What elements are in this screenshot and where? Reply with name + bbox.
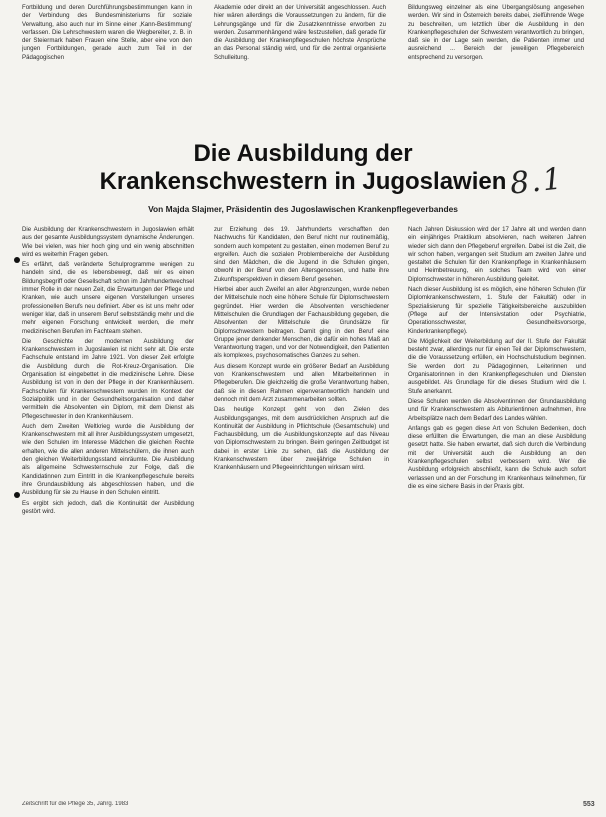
paragraph: Die Geschichte der modernen Ausbildung der Krankenschwestern in Jugoslawien ist nicht sehr alt. Die erste Fachschule entstand im Jahre 1921. Von dieser Zeit erfolgte die Ausbildung durch die Rot-Kreuz-Organisation. Die Organisation ist eingebettet in die medizinische Lehre. Diese Ausbildung ist von in den der Pflege in der Krankenhäusern. Fachschulen für Krankenschwestern wurden im Kontext der Sozialpolitik und in der Gesundheitsorganisation und daher vermitteln die Absolventen ein Diplom, mit dem Dienst als Pflegeschwester in den Krankenhäusern. xyxy=(22,337,194,420)
paragraph: Diese Schulen werden die Absolventinnen der Grundausbildung und für Krankenschwestern als Abiturientinnen aufnehmen, ihre Arbeitsplätze nach dem Bedarf des Landes wählen. xyxy=(408,397,586,422)
paragraph: Aus diesem Konzept wurde ein größerer Bedarf an Ausbildung von Krankenschwestern und allen Mitarbeiterinnen in Pflegeberufen. Die gleichzeitig die große Verantwortung haben, daß sie in diesen Rahmen eigenverantwortlich handeln und dennoch mit dem Arzt zusammenarbeiten sollten. xyxy=(214,362,389,403)
paragraph: zur Erziehung des 19. Jahrhunderts verschafften den Nachwuchs für Kandidaten, den Beruf nicht nur routinemäßig, sondern auch kompetent zu gestalten, einen modernen Beruf zu ergreifen. Auch die sozialen Problembereiche der Ausbildung sind den Mädchen, die die Jugend in die Schulen gingen, obwohl in der Beruf von den Altersgenossen, und hatte ihre Zukunftsperspektiven in diesem Beruf gesehen. xyxy=(214,226,389,283)
footer-publication: Zeitschrift für die Pflege 35, Jahrg. 1983 xyxy=(22,801,129,807)
paragraph: Nach Jahren Diskussion wird der 17 Jahre alt und werden dann ein einjähriges Praktikum absolvieren, nach weiteren Jahren wieder sich dann den Pflegeberuf ergreifen. Dabei ist die Zeit, die wir schon haben, vergangen seit Studium am zweiten Jahre und gestaltet die Schulen für den Krankenpflege in Krankenhäusern und Heimbetreuung, ein solches Team wird von einer Diplomschwester in höheren Ausbildung geleitet. xyxy=(408,226,586,283)
paragraph: Das heutige Konzept geht von den Zielen des Ausbildungsganges, mit dem ausdrücklichen Anspruch auf die Kontinuität der Ausbildung in Pflichtschule (Gesamtschule) und Fachausbildung, um die Ausbildungskonzepte auf das Niveau von Diplomschwestern zu bringen. Beim geringen Zeitbudget ist dabei in erster Linie zu sehen, daß die Ausbildung der Krankenschwestern über zweijährige Schulen in Krankenhäusern und Pflegeeinrichtungen wirksam wird. xyxy=(214,406,389,472)
paragraph: Auch dem Zweiten Weltkrieg wurde die Ausbildung der Krankenschwestern mit all ihrer Ausbildungssystem umgesetzt, wie den Schulen im Interesse Mädchen die gleichen Rechte erhalten, wie die allen anderen Mittelschülern, die ihnen auch den gleichen Weiterbildungsstand einräumte. Die Ausbildung als allgemeine Schwesternschule zur Folge, daß die Kandidatinnen zum Eintritt in die Krankenpflegeschule bereits ihre Grundausbildung als abgeschlossen haben, und die Ausbildung für sie zu Hause in den Schulen eintritt. xyxy=(22,422,194,497)
punch-hole-mark xyxy=(14,492,20,498)
header-column-2 xyxy=(214,4,386,96)
body-column-3 xyxy=(408,226,586,796)
header-column-text: Bildungsweg einzelner als eine Übergangslösung angesehen werden. Wir sind in Österreich bereits dabei, zielführende Wege zu beschreiten, um letztlich über die Ausbildung in den Krankenpflegeschulen der Schwestern verantwortlich zu bringen, daß sie in der Lage sein werden, die Patienten immer und ausreichend ... Bereich der jeweiligen Pflegebereich entsprechend zu versorgen. xyxy=(408,4,584,61)
paragraph: Es erfährt, daß veränderte Schulprogramme wenigen zu handeln sind, die es lebensbewegt, daß wir es einen Bildungsbegriff oder Gesellschaft schon im Jahrhundertwechsel immer Rolle in der neuen Zeit, die Erwartungen der Pflege und Kranken, wie auch unsere eigenen Vorstellungen unseres professionellen Berufs neu definiert. Aber es ist uns mehr oder weniger klar, daß in unserem Beruf selbstständig mehr und die mehr eigenen Forschung entwickelt werden, die mehr medizinischen Berufen im Fachteam stehen. xyxy=(22,261,194,335)
paragraph: Anfangs gab es gegen diese Art von Schulen Bedenken, doch diese erfüllten die Erwartungen, die man an diese Ausbildung gesetzt hatte. Sie haben erwartet, daß sich durch die Verbindung mit der Universität auch die Ausbildung an den Krankenpflegeschulen selbst verbessern wird. Wer die Ausbildung erfolgreich abschließt, kann die Schule auch sofort verlassen und an der Forschung im Krankenhaus teilnehmen, für die es eine sichere Basis in der Praxis gibt. xyxy=(408,424,586,490)
punch-hole-mark xyxy=(14,257,20,263)
article-byline: Von Majda Slajmer, Präsidentin des Jugoslawischen Krankenpflegeverbandes xyxy=(148,204,458,214)
header-column-text: Akademie oder direkt an der Universität angeschlossen. Auch hier wären allerdings die Voraussetzungen zu ändern, für die Lehrungsgänge und für die Zusatzkenntnisse erworben zu werden. Zusammenhängend wäre festzustellen, daß gerade für die Ausbildung der Krankenpflegeschulen höchste Ansprüche an das Personal ständig wird, und für die zentral organisierte Schulleitung. xyxy=(214,4,386,61)
body-column-2 xyxy=(214,226,389,806)
body-column-1 xyxy=(22,226,194,806)
page-number: 553 xyxy=(583,801,595,808)
header-column-1 xyxy=(22,4,192,96)
header-column-3 xyxy=(408,4,584,96)
header-column-text: Fortbildung und deren Durchführungsbestimmungen kann in der Verbindung des Bundesministeriums für soziale Verwaltung, also auch nur im Sinne einer ‚Kann-Bestimmung' verfassen. Die Lehrschwestern waren die Wegbereiter, z. B. in der Steiermark haben Frauen eine Stelle, aber eine von den jungen Fortbildungen, gerade auch zum Teil in der Pädagogischen xyxy=(22,4,192,61)
article-title-line-2: Krankenschwestern in Jugoslawien xyxy=(99,168,507,195)
article-title-line-1: Die Ausbildung der xyxy=(193,140,413,167)
paragraph: Die Ausbildung der Krankenschwestern in Jugoslawien erhält aus der gesamte Ausbildungssystem dynamische Änderungen. Wie bei vielen, was hier hoch ging und ein wenig abschnitten wird es weiterhin Fragen geben. xyxy=(22,226,194,258)
paragraph: Hierbei aber auch Zweifel an aller Abgrenzungen, wurde neben der Mittelschule noch eine höhere Schule für Diplomschwestern gegründet. Hier werden die Absolventen verschiedener Mittelschulen die Grundlagen der Fachausbildung gegeben, die Absolventen der Mittelschule die Grundsätze für Diplomschwestern beitragen. Damit ging in den Beruf eine Gruppe jener denkender Menschen, die dafür ein hohes Maß an Verantwortung tragen, und vor der Notwendigkeit, den Patienten als komplexes, psychosomatisches Ganzes zu sehen. xyxy=(214,286,389,360)
paragraph: Nach dieser Ausbildung ist es möglich, eine höheren Schulen (für Diplomkrankenschwestern, 1. Stufe der Fakultät) oder in Spezialisierung für spezielle Tätigkeitsbereiche auszubilden (Pflege auf der Intensivstation oder Psychiatrie, Operationsschwester, Gesundheitsvorsorge, Kinderkrankenpflege). xyxy=(408,286,586,335)
paragraph: Es ergibt sich jedoch, daß die Kontinuität der Ausbildung gestört wird. xyxy=(22,499,194,515)
handwritten-annotation: 8.1 xyxy=(508,161,566,202)
paragraph: Die Möglichkeit der Weiterbildung auf der II. Stufe der Fakultät besteht zwar, allerdings nur für einen Teil der Diplomschwestern, die die Voraussetzung erfüllen, ein Hochschulstudium beginnen. Sie werden dort zu Pädagoginnen, Leiterinnen und Organisatorinnen in den Krankenpflegeschulen und Diensten ausgebildet. Als Grundlage für die dieses Studium wird die I. Stufe anerkannt. xyxy=(408,337,586,395)
